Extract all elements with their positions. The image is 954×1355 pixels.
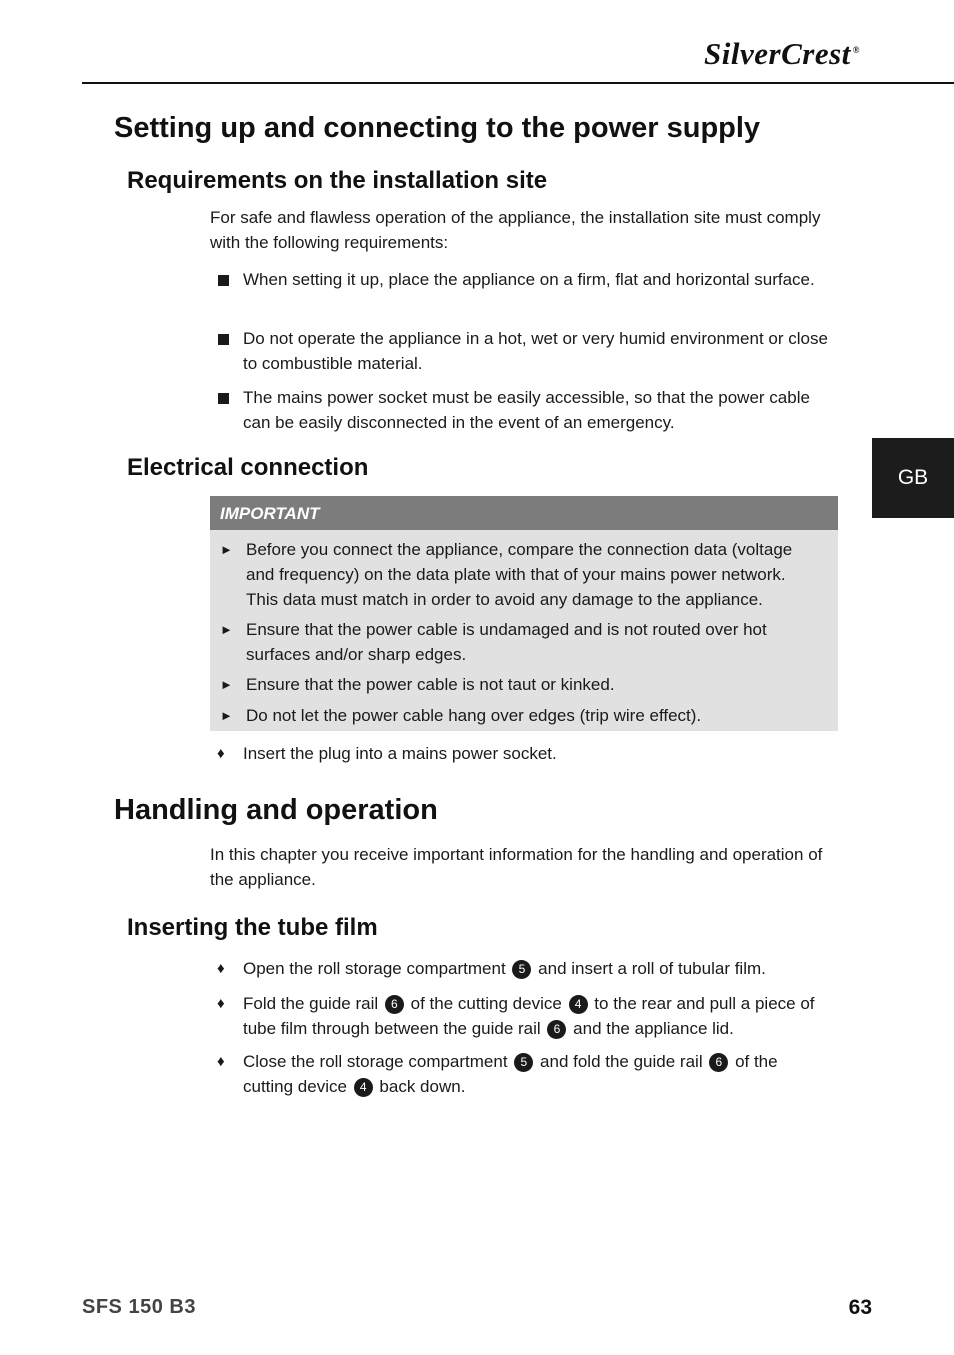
square-bullet-icon — [218, 275, 229, 286]
language-tab: GB — [872, 438, 954, 518]
diamond-bullet-icon: ♦ — [217, 960, 225, 977]
handling-intro: In this chapter you receive important information for the handling and operation of the appliance. — [210, 845, 823, 889]
instruction-step — [210, 956, 830, 981]
instruction-step — [210, 991, 830, 1041]
important-item — [210, 672, 820, 697]
requirement-item — [210, 385, 830, 435]
step-text: Close the roll storage compartment 5 and fold the guide rail 6 of the cutting device 4 back down. — [243, 1052, 778, 1096]
section-title-handling: Handling and operation — [114, 794, 438, 826]
requirement-item — [210, 267, 830, 292]
arrow-right-icon: ► — [220, 708, 233, 723]
instruction-step — [210, 1049, 830, 1099]
part-number-badge: 6 — [385, 995, 404, 1014]
header-rule — [82, 82, 954, 84]
page-number: 63 — [848, 1296, 872, 1319]
requirement-text: When setting it up, place the appliance on a firm, flat and horizontal surface. — [243, 270, 815, 289]
important-item — [210, 537, 820, 612]
important-text: Ensure that the power cable is undamaged and is not routed over hot surfaces and/or sharp edges. — [246, 620, 767, 664]
requirements-intro: For safe and flawless operation of the appliance, the installation site must comply with the following requirements: — [210, 208, 821, 252]
heading-tube-film: Inserting the tube film — [127, 914, 378, 941]
instruction-step — [210, 741, 830, 766]
arrow-right-icon: ► — [220, 677, 233, 692]
square-bullet-icon — [218, 393, 229, 404]
part-number-badge: 4 — [354, 1078, 373, 1097]
requirement-item — [210, 326, 830, 376]
important-text: Do not let the power cable hang over edges (trip wire effect). — [246, 706, 702, 725]
step-text: Open the roll storage compartment 5 and insert a roll of tubular film. — [243, 959, 766, 978]
diamond-bullet-icon: ♦ — [217, 745, 225, 762]
registered-mark: ® — [852, 44, 860, 55]
important-item — [210, 617, 820, 667]
important-box — [210, 496, 838, 731]
part-number-badge: 5 — [514, 1053, 533, 1072]
part-number-badge: 5 — [512, 960, 531, 979]
step-text: Insert the plug into a mains power socket. — [243, 744, 557, 763]
brand-name: SilverCrest — [704, 36, 851, 71]
part-number-badge: 6 — [709, 1053, 728, 1072]
requirement-text: Do not operate the appliance in a hot, wet or very humid environment or close to combustible material. — [243, 329, 828, 373]
diamond-bullet-icon: ♦ — [217, 1053, 225, 1070]
footer-model: SFS 150 B3 — [82, 1296, 196, 1318]
arrow-right-icon: ► — [220, 542, 233, 557]
requirement-text: The mains power socket must be easily accessible, so that the power cable can be easily disconnected in the event of an emergency. — [243, 388, 810, 432]
important-item — [210, 703, 820, 728]
heading-requirements: Requirements on the installation site — [127, 167, 548, 194]
important-text: Ensure that the power cable is not taut or kinked. — [246, 675, 615, 694]
important-text: Before you connect the appliance, compare the connection data (voltage and frequency) on the data plate with that of your mains power network. This data must match in order to avoid any damage to the appliance. — [246, 540, 793, 609]
heading-electrical: Electrical connection — [127, 454, 369, 481]
important-label: IMPORTANT — [210, 496, 838, 530]
square-bullet-icon — [218, 334, 229, 345]
brand-logo — [704, 36, 860, 72]
diamond-bullet-icon: ♦ — [217, 995, 225, 1012]
step-text: Fold the guide rail 6 of the cutting device 4 to the rear and pull a piece of tube film through between the guide rail 6 and the appliance lid. — [243, 994, 815, 1038]
part-number-badge: 4 — [569, 995, 588, 1014]
arrow-right-icon: ► — [220, 622, 233, 637]
part-number-badge: 6 — [547, 1020, 566, 1039]
section-title-setup: Setting up and connecting to the power supply — [114, 112, 761, 144]
